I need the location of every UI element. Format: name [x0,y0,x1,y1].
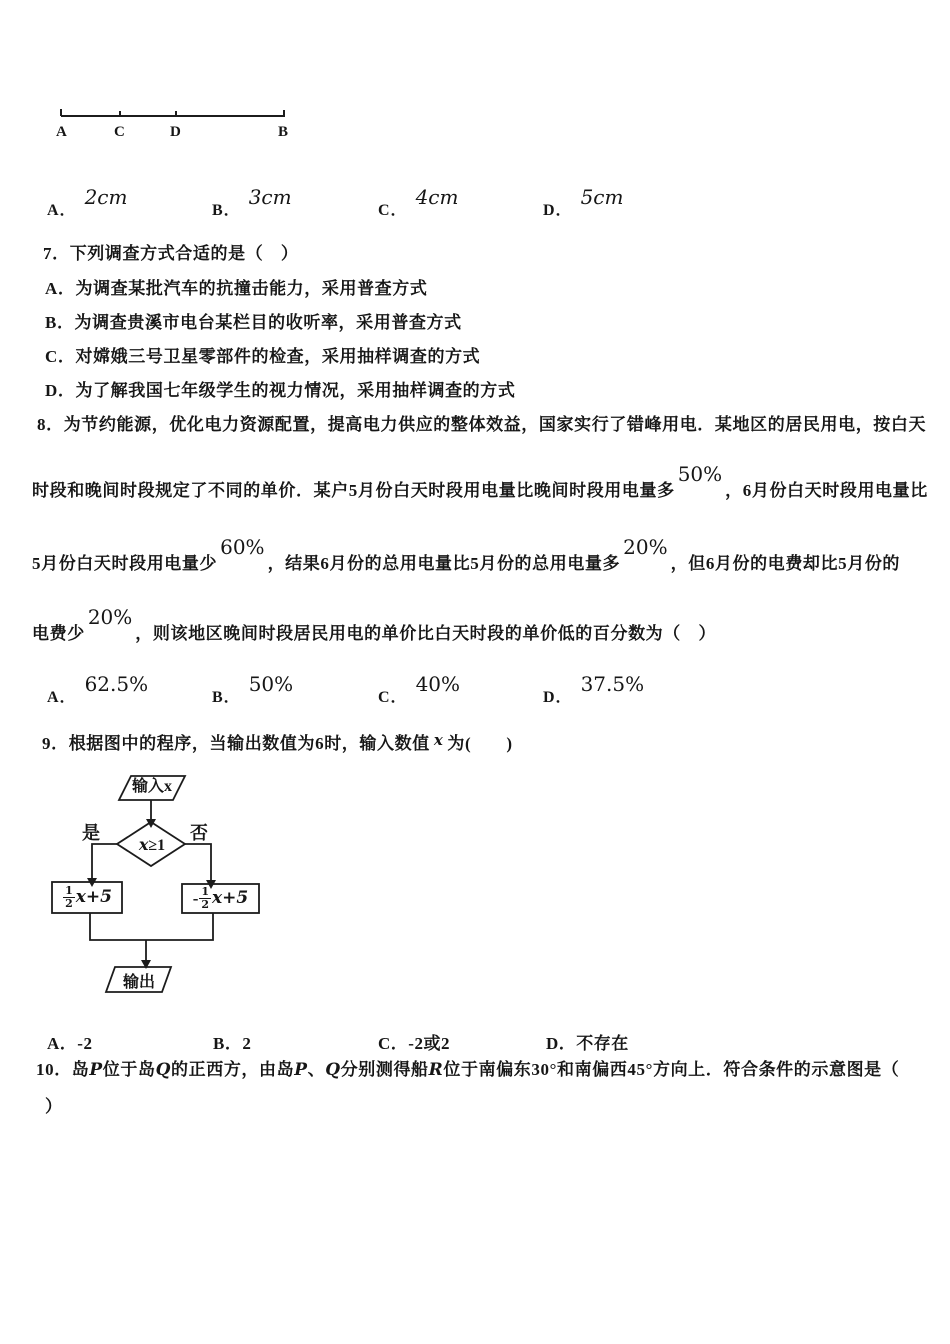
q7-option-b: B．为调查贵溪市电台某栏目的收听率，采用普查方式 [45,313,462,332]
option-value: 37.5% [580,672,645,696]
flow-right-box-label [182,884,259,913]
option-label: D． [543,202,573,219]
option-label: B． [212,202,241,219]
q10-stem-close-paren: ） [45,1097,63,1116]
denominator: 2 [65,897,73,910]
q8-line3 [32,535,901,575]
q6-option-d [543,185,624,219]
option-label: D． [543,689,573,706]
text-segment: 、 [307,1060,326,1079]
q8-percent-20a: 20% [623,535,668,559]
option-value: 40% [415,672,461,696]
fraction [199,886,211,910]
flow-condition-label [118,837,186,854]
sign: - [192,889,199,908]
option-value: 2 [242,1034,252,1053]
point-label-b: B [278,124,289,140]
fraction [63,885,75,909]
text-segment: R [428,1060,444,1080]
q9-stem-text: 9．根据图中的程序，当输出数值为6时，输入数值 [42,734,430,753]
option-value: 4cm [415,185,459,209]
q8-line4-text: 电费少 [32,624,85,643]
option-label: A． [47,689,77,706]
text-segment: Q [325,1060,341,1080]
text-segment: 位于南偏东30°和南偏西45°方向上．符合条件的示意图是（ [443,1060,900,1079]
text-segment: P [294,1060,308,1080]
q9-option-c [378,1029,450,1054]
expression: x+5 [212,888,249,908]
q8-option-c [378,672,461,706]
option-label: C． [378,202,408,219]
flow-left-box-label [52,882,122,913]
denominator: 2 [201,898,210,911]
q8-line2-text: 时段和晚间时段规定了不同的单价．某户5月份白天时段用电量比晚间时段用电量多 [32,481,675,500]
point-label-c: C [114,124,125,140]
q9-stem [42,733,513,755]
option-value: 3cm [248,185,292,209]
q8-percent-20b: 20% [87,605,133,629]
option-value: 62.5% [84,672,149,696]
q7-stem: 7．下列调查方式合适的是（ ） [43,244,299,263]
flow-yes-label: 是 [82,823,100,843]
q8-line2 [32,462,928,502]
text-segment: 10．岛 [36,1060,90,1079]
q8-option-a [47,672,149,706]
option-value: -2或2 [408,1034,450,1053]
q7-option-c: C．对嫦娥三号卫星零部件的检查，采用抽样调查的方式 [45,347,481,366]
text-segment: 分别测得船 [340,1060,429,1079]
q7-option-d: D．为了解我国七年级学生的视力情况，采用抽样调查的方式 [45,381,516,400]
q8-line3-text3: ，但6月份的电费却比5月份的 [670,554,901,573]
text-segment: 的正西方，由岛 [171,1060,295,1079]
option-label: A． [47,202,77,219]
option-label: C． [378,1034,409,1053]
q8-option-d [543,672,645,706]
q8-option-b [212,672,294,706]
option-label: B． [212,689,241,706]
point-label-d: D [170,124,181,140]
q9-option-b [213,1029,251,1054]
q8-line3-text2: ，结果6月份的总用电量比5月份的总用电量多 [267,554,621,573]
flow-no-label: 否 [190,823,208,843]
option-value: 5cm [580,185,624,209]
option-value: -2 [77,1034,93,1053]
q8-line2-text2: ，6月份白天时段用电量比 [725,481,928,500]
q9-stem-text2: 为( ) [447,734,513,753]
q6-option-a [47,185,128,219]
option-value: 不存在 [576,1034,629,1053]
flow-output-label: 输出 [122,974,155,991]
q9-option-d [546,1029,629,1054]
option-label: D． [546,1034,577,1053]
segment-line [61,109,285,116]
q9-option-a [47,1029,92,1054]
point-label-a: A [56,124,67,140]
q8-line4 [32,605,717,645]
numerator: 1 [65,884,73,898]
numerator: 1 [201,885,210,899]
text-segment: ≥1 [148,837,166,854]
text-segment: Q [155,1060,172,1080]
q8-line4-text2: ，则该地区晚间时段居民用电的单价比白天时段的单价低的百分数为（ ） [135,624,717,643]
text-segment: P [89,1060,103,1080]
option-label: A． [47,1034,78,1053]
q8-line3-text: 5月份白天时段用电量少 [32,554,218,573]
flow-input-label: 输入x [131,778,172,795]
option-label: C． [378,689,408,706]
q7-option-a: A．为调查某批汽车的抗撞击能力，采用普查方式 [45,279,428,298]
option-label: B． [213,1034,243,1053]
q8-percent-60: 60% [220,535,265,559]
option-value: 50% [248,672,294,696]
text-segment: 位于岛 [102,1060,156,1079]
q10-stem [36,1059,899,1081]
q8-percent-50: 50% [677,462,723,486]
q6-option-c [378,185,459,219]
option-value: 2cm [84,185,128,209]
text-segment: x [138,835,149,854]
q9-variable-x: x [433,731,444,749]
q6-segment-figure [52,100,294,142]
expression: x+5 [75,887,112,907]
q8-line1: 8．为节约能源，优化电力资源配置，提高电力供应的整体效益，国家实行了错峰用电．某地区的居民用电，按白天 [37,415,927,434]
q6-option-b [212,185,292,219]
